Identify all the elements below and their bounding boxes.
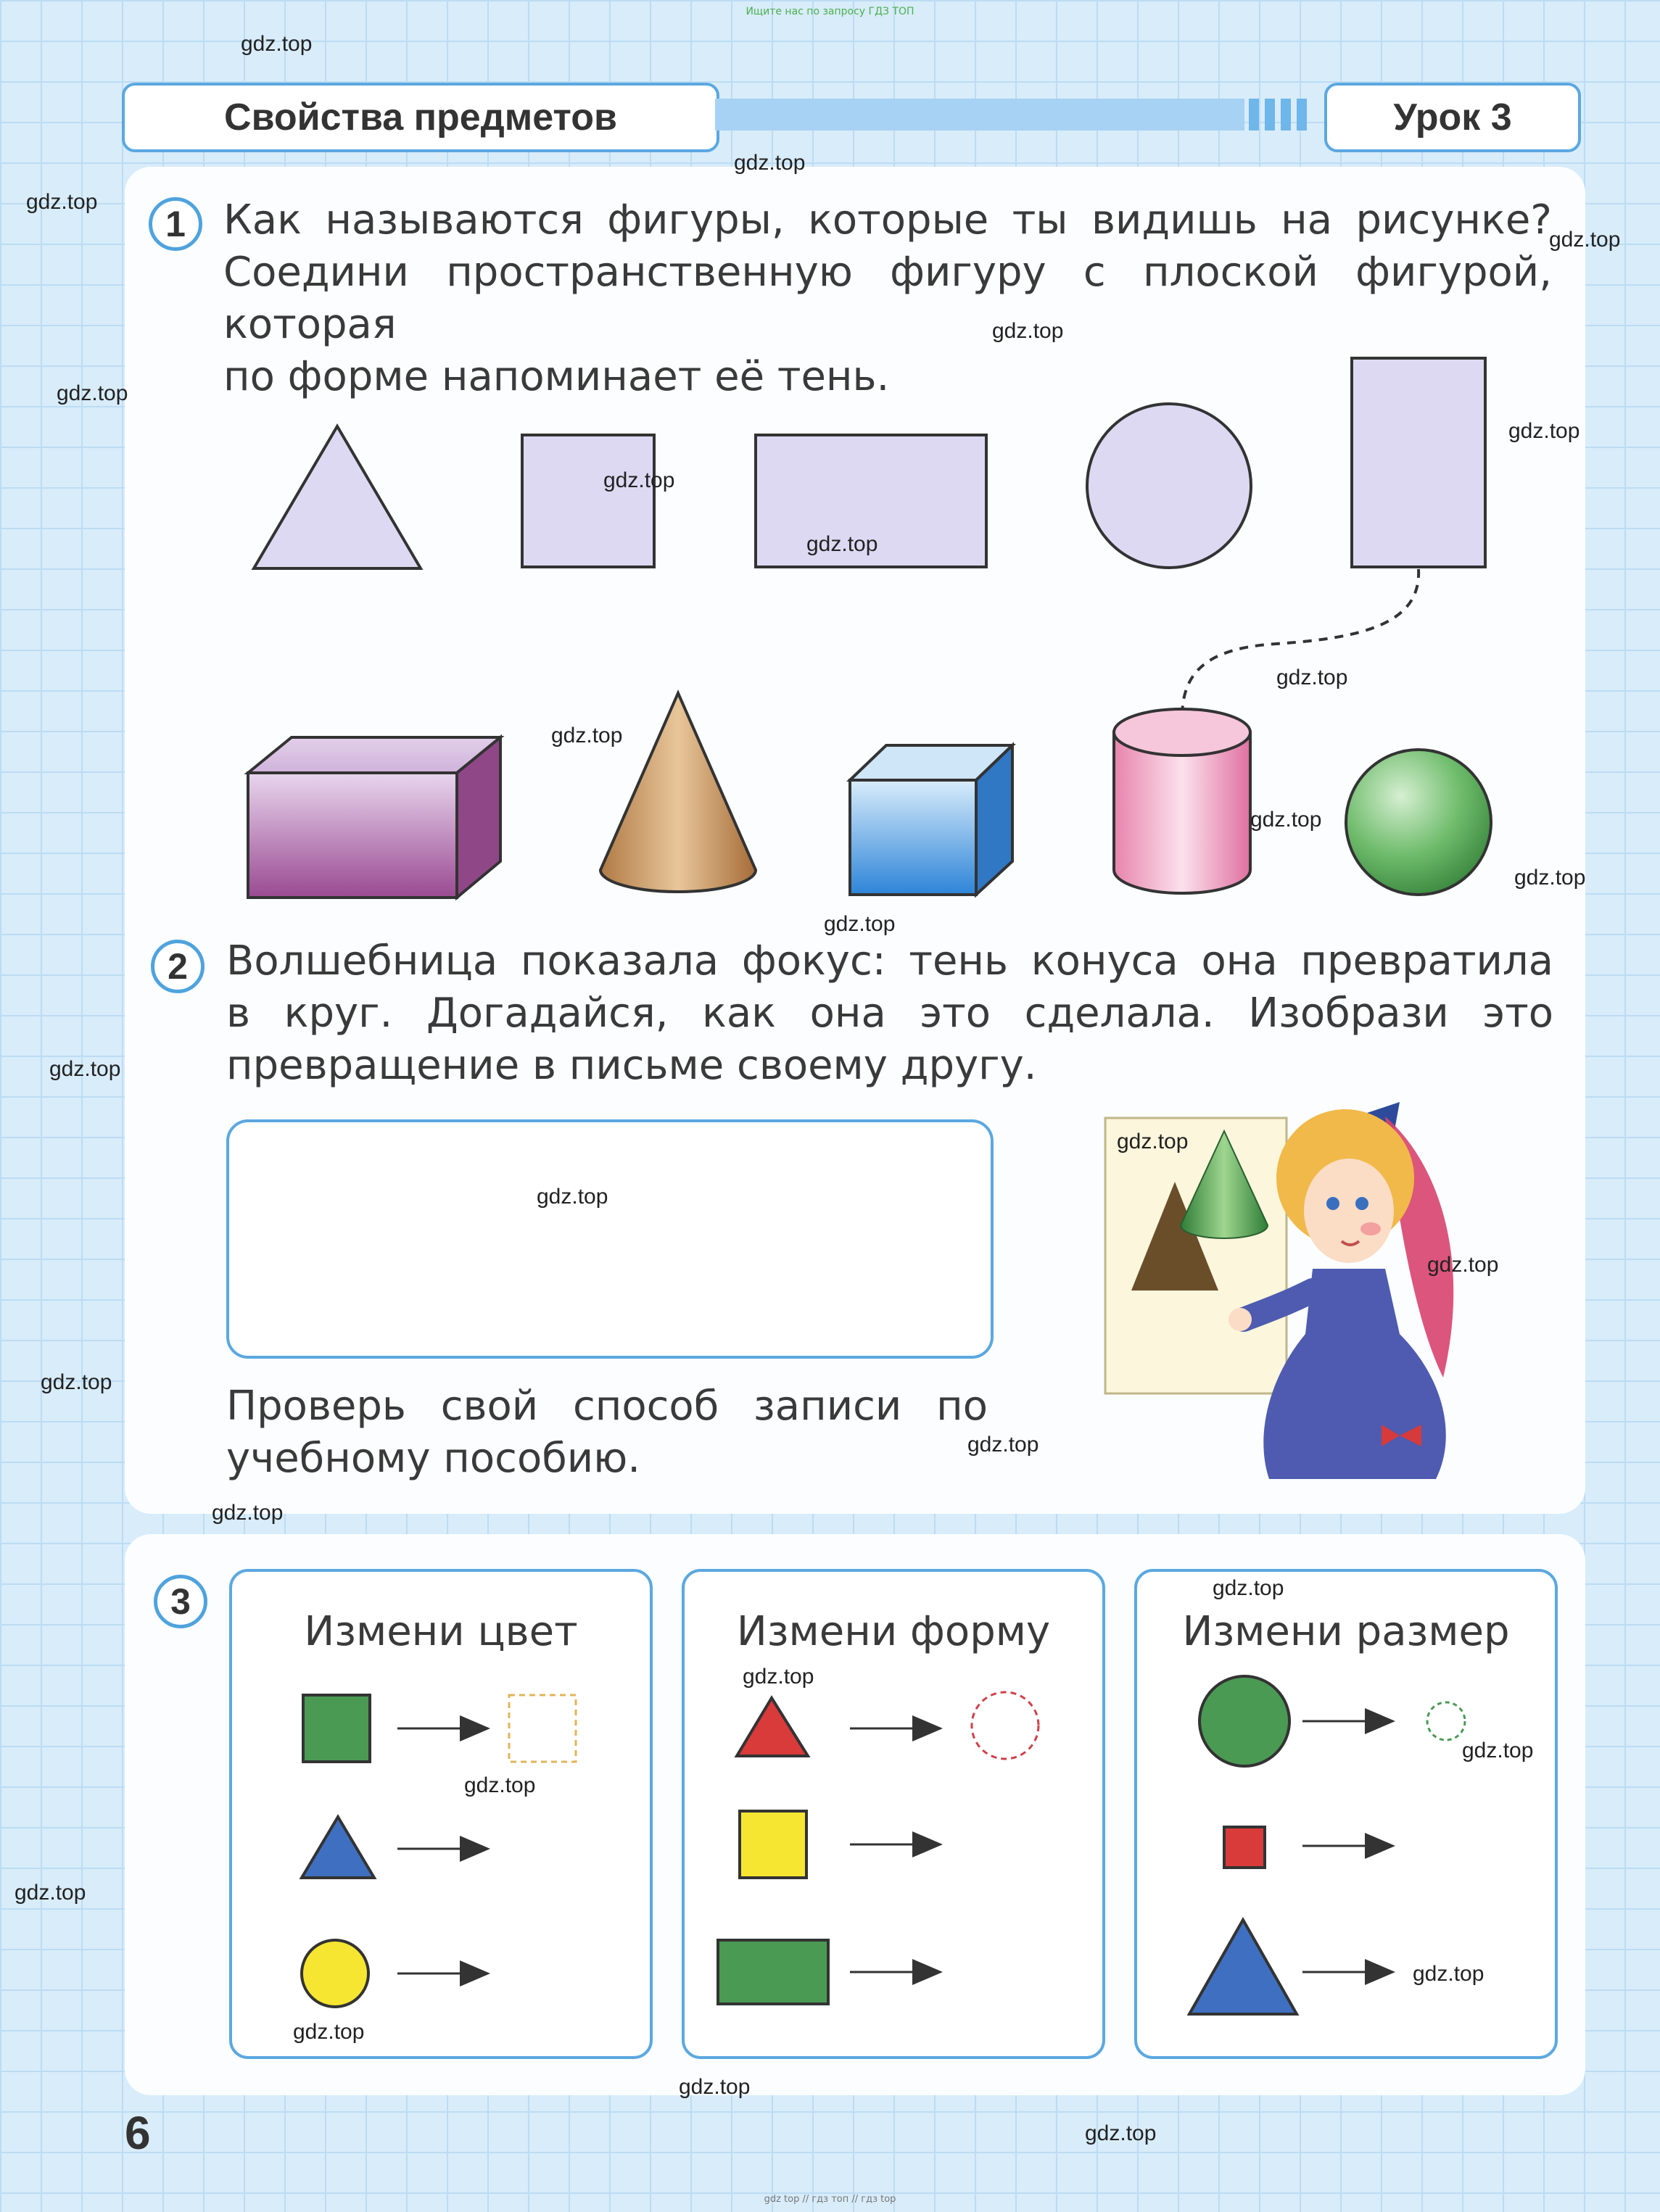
small-dashed-circle-target [1427, 1702, 1465, 1740]
fairy-eye-left [1326, 1197, 1339, 1210]
watermark: gdz.top [824, 912, 896, 936]
task-1-line-2: Соедини пространственную фигуру с плоской фигурой, которая [223, 249, 1552, 348]
watermark: gdz.top [293, 2020, 365, 2044]
flat-circle [1087, 404, 1251, 568]
solid-sphere [1346, 750, 1491, 895]
big-blue-triangle [1189, 1920, 1297, 2014]
watermark: gdz.top [537, 1185, 608, 1209]
big-green-circle [1199, 1676, 1289, 1766]
watermark: gdz.top [992, 319, 1064, 343]
flat-tall-rectangle [1352, 358, 1485, 567]
red-triangle [737, 1698, 808, 1756]
watermark: gdz.top [1427, 1253, 1499, 1277]
task-2-line-2: в круг. Догадайся, как она это сделала. Изобрази это [226, 990, 1553, 1037]
fairy-eye-right [1355, 1197, 1368, 1210]
panel-change-size-title: Измени размер [1182, 1608, 1510, 1655]
panel-change-shape-title: Измени форму [736, 1608, 1051, 1655]
watermark: gdz.top [1514, 866, 1586, 890]
transform-figures [0, 1653, 1660, 2059]
solid-cube-front [850, 780, 976, 895]
top-note: Ищите нас по запросу ГДЗ ТОП [746, 6, 914, 17]
watermark: gdz.top [212, 1501, 284, 1525]
solid-cone [600, 693, 756, 892]
shapes-figure [0, 0, 1660, 943]
task-number-2: 2 [151, 940, 205, 993]
task-number-1: 1 [149, 197, 202, 251]
dashed-circle-target [972, 1692, 1038, 1759]
answer-box[interactable] [226, 1119, 994, 1359]
page-number: 6 [125, 2107, 151, 2159]
flat-square [522, 435, 654, 567]
watermark: gdz.top [1508, 419, 1580, 443]
watermark: gdz.top [241, 32, 313, 56]
green-rectangle [718, 1940, 828, 2004]
dashed-square-target [509, 1695, 576, 1762]
watermark: gdz.top [679, 2075, 751, 2099]
watermark: gdz.top [734, 151, 806, 175]
watermark: gdz.top [603, 468, 675, 492]
panel-change-color-title: Измени цвет [304, 1608, 578, 1655]
check-line-1: Проверь свой способ записи по [226, 1383, 988, 1430]
green-square [303, 1695, 370, 1762]
watermark: gdz.top [1276, 666, 1348, 689]
watermark: gdz.top [15, 1881, 86, 1905]
bottom-note: gdz top // гдз топ // гдз top [764, 2194, 896, 2205]
yellow-circle [302, 1940, 368, 2007]
watermark: gdz.top [1250, 808, 1322, 832]
watermark: gdz.top [49, 1057, 121, 1081]
task-1-line-1: Как называются фигуры, которые ты видишь на рисунке? [223, 196, 1552, 244]
task-2-line-3: превращение в письме своему другу. [226, 1042, 1037, 1089]
yellow-square [740, 1811, 806, 1878]
small-red-square [1224, 1827, 1265, 1868]
watermark: gdz.top [57, 381, 128, 405]
watermark: gdz.top [1085, 2121, 1157, 2145]
solid-cuboid-front [248, 773, 457, 898]
watermark: gdz.top [464, 1773, 536, 1797]
watermark: gdz.top [1117, 1130, 1189, 1153]
task-2-line-1: Волшебница показала фокус: тень конуса она превратила [226, 937, 1553, 985]
watermark: gdz.top [967, 1433, 1039, 1457]
watermark: gdz.top [743, 1665, 814, 1689]
watermark: gdz.top [806, 532, 878, 556]
check-text [226, 1380, 988, 1485]
lesson-label: Урок 3 [1324, 83, 1581, 152]
flat-triangle [254, 426, 421, 568]
watermark: gdz.top [41, 1370, 112, 1394]
watermark: gdz.top [1462, 1739, 1534, 1762]
task-2-text [226, 935, 1553, 1092]
fairy-hand [1229, 1308, 1252, 1331]
fairy-face [1304, 1159, 1394, 1263]
fairy-cheek [1360, 1222, 1381, 1235]
watermark: gdz.top [1549, 228, 1621, 252]
watermark: gdz.top [1413, 1962, 1484, 1986]
connector-dashed-line [1182, 569, 1419, 718]
task-number-3: 3 [154, 1575, 207, 1628]
watermark: gdz.top [551, 724, 623, 747]
task-1-line-3: по форме напоминает её тень. [223, 353, 890, 400]
solid-cylinder-top [1114, 709, 1250, 755]
blue-triangle [302, 1817, 374, 1878]
watermark: gdz.top [26, 190, 98, 214]
check-line-2: учебному пособию. [226, 1435, 641, 1482]
watermark: gdz.top [1213, 1576, 1284, 1600]
page-title: Свойства предметов [122, 83, 719, 152]
